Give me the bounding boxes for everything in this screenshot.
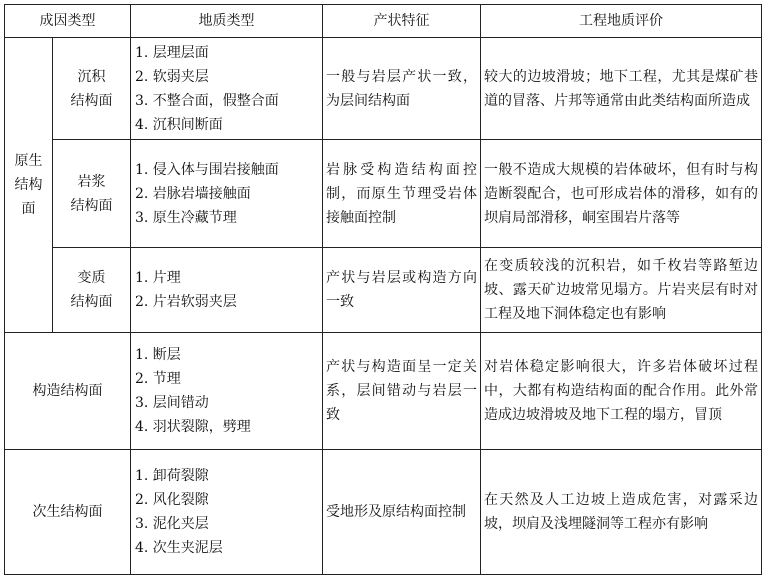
primary-group-line: 原生 xyxy=(14,153,43,169)
table-row xyxy=(5,38,762,140)
feature-cell: 产状与构造面呈一定关系，层间错动与岩层一致 xyxy=(323,333,481,450)
primary-group-line: 结构 xyxy=(14,177,43,193)
subtype-line: 变质 xyxy=(77,270,106,286)
subtype-cell xyxy=(53,248,131,333)
list-item: 2. 片岩软弱夹层 xyxy=(135,294,237,310)
subtype-line: 结构面 xyxy=(70,92,113,109)
genesis-type-cell: 构造结构面 xyxy=(5,333,131,450)
subtype-cell xyxy=(53,38,131,140)
header-occurrence: 产状特征 xyxy=(323,5,481,38)
genesis-type-cell: 次生结构面 xyxy=(5,450,131,575)
subtype-cell xyxy=(53,140,131,248)
list-item: 4. 羽状裂隙，劈理 xyxy=(135,419,251,435)
structural-plane-table xyxy=(4,4,762,575)
subtype-line: 岩浆 xyxy=(77,173,106,190)
evaluation-cell: 在变质较浅的沉积岩，如千枚岩等路堑边坡、露天矿边坡常见塌方。片岩夹层有时对工程及地下洞体稳定也有影响 xyxy=(481,248,762,333)
list-item: 2. 节理 xyxy=(135,371,181,387)
table-row xyxy=(5,248,762,333)
header-row xyxy=(5,5,762,38)
subtype-line: 结构面 xyxy=(70,294,113,310)
subtype-line: 沉积 xyxy=(77,68,106,85)
evaluation-cell: 一般不造成大规模的岩体破坏，但有时与构造断裂配合，也可形成岩体的滑移，如有的坝肩局部滑移，峒室围岩片落等 xyxy=(481,140,762,248)
list-item: 3. 泥化夹层 xyxy=(135,516,209,532)
list-item: 1. 断层 xyxy=(135,347,181,363)
list-item: 2. 岩脉岩墙接触面 xyxy=(135,185,251,202)
list-item: 1. 层理层面 xyxy=(135,44,209,61)
list-item: 1. 片理 xyxy=(135,270,181,286)
geology-list-cell xyxy=(131,333,323,450)
list-item: 1. 侵入体与围岩接触面 xyxy=(135,161,279,178)
list-item: 2. 风化裂隙 xyxy=(135,492,209,508)
feature-cell: 一般与岩层产状一致，为层间结构面 xyxy=(323,38,481,140)
header-geology-type: 地质类型 xyxy=(131,5,323,38)
header-genesis-type: 成因类型 xyxy=(5,5,131,38)
list-item: 4. 次生夹泥层 xyxy=(135,540,223,556)
geology-list-cell xyxy=(131,140,323,248)
primary-group-line: 面 xyxy=(21,201,36,217)
table-row xyxy=(5,450,762,575)
header-evaluation: 工程地质评价 xyxy=(481,5,762,38)
table-row xyxy=(5,333,762,450)
geology-list-cell xyxy=(131,450,323,575)
list-item: 3. 层间错动 xyxy=(135,395,209,411)
feature-cell: 产状与岩层或构造方向一致 xyxy=(323,248,481,333)
list-item: 3. 不整合面，假整合面 xyxy=(135,92,279,109)
geology-list-cell xyxy=(131,248,323,333)
evaluation-cell: 对岩体稳定影响很大，许多岩体破坏过程中，大都有构造结构面的配合作用。此外常造成边坡滑坡及地下工程的塌方，冒顶 xyxy=(481,333,762,450)
primary-group-cell xyxy=(5,38,53,333)
feature-cell: 岩脉受构造结构面控制，而原生节理受岩体接触面控制 xyxy=(323,140,481,248)
feature-cell: 受地形及原结构面控制 xyxy=(323,450,481,575)
evaluation-cell: 在天然及人工边坡上造成危害，对露采边坡，坝肩及浅埋隧洞等工程亦有影响 xyxy=(481,450,762,575)
list-item: 2. 软弱夹层 xyxy=(135,68,209,85)
geology-list-cell xyxy=(131,38,323,140)
list-item: 4. 沉积间断面 xyxy=(135,116,223,133)
list-item: 1. 卸荷裂隙 xyxy=(135,468,209,484)
subtype-line: 结构面 xyxy=(70,197,113,214)
list-item: 3. 原生冷藏节理 xyxy=(135,209,237,226)
evaluation-cell: 较大的边坡滑坡；地下工程，尤其是煤矿巷道的冒落、片邦等通常由此类结构面所造成 xyxy=(481,38,762,140)
table-row xyxy=(5,140,762,248)
